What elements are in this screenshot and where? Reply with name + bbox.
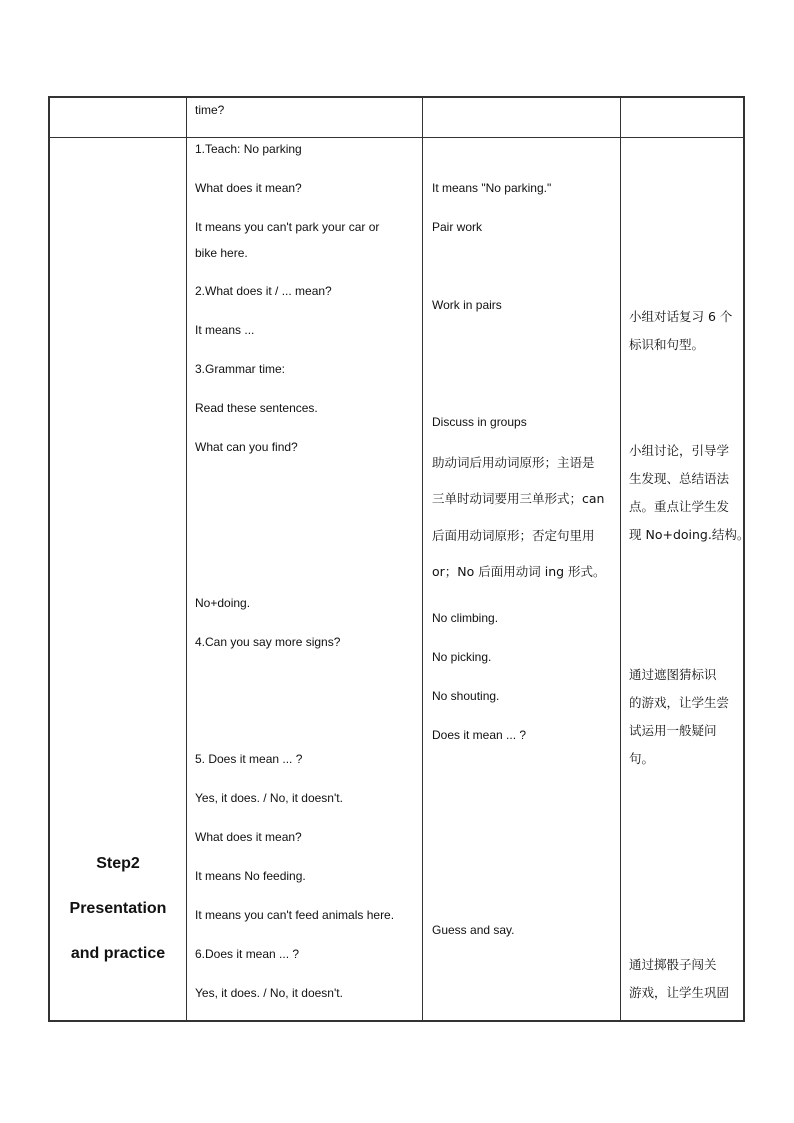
purpose-line: 试运用一般疑问 — [629, 723, 717, 738]
procedure-line: What can you find? — [195, 440, 298, 454]
step-title: Step2 — [96, 855, 140, 872]
purpose-line: 点。重点让学生发 — [629, 499, 730, 514]
procedure-line: 4.Can you say more signs? — [195, 635, 341, 649]
activity-line: No climbing. — [432, 611, 499, 625]
procedure-line: It means ... — [195, 323, 255, 337]
column-divider — [186, 98, 187, 1020]
activity-line: Discuss in groups — [432, 415, 527, 429]
procedure-line: Yes, it does. / No, it doesn't. — [195, 791, 343, 805]
step-subtitle-1: Presentation — [69, 900, 167, 917]
activity-line: 助动词后用动词原形；主语是 — [432, 455, 595, 470]
purpose-line: 生发现、总结语法 — [629, 471, 730, 486]
procedure-line: bike here. — [195, 246, 248, 260]
procedure-line: 6.Does it mean ... ? — [195, 947, 300, 961]
purpose-line: 现 No+doing.结构。 — [629, 527, 750, 542]
activity-line: Pair work — [432, 220, 483, 234]
row1-procedure-text: time? — [195, 103, 225, 117]
activity-line: 三单时动词要用三单形式；can — [432, 491, 605, 506]
activity-line: 后面用动词原形；否定句里用 — [432, 528, 595, 543]
purpose-line: 的游戏，让学生尝 — [629, 695, 730, 710]
activity-line: Work in pairs — [432, 298, 502, 312]
procedure-line: Yes, it does. / No, it doesn't. — [195, 986, 343, 1000]
activity-line: Does it mean ... ? — [432, 728, 527, 742]
procedure-line: 3.Grammar time: — [195, 362, 286, 376]
activity-line: Guess and say. — [432, 923, 515, 937]
purpose-line: 小组讨论，引导学 — [629, 443, 730, 458]
procedure-line: What does it mean? — [195, 181, 302, 195]
activity-line: or；No 后面用动词 ing 形式。 — [432, 564, 606, 579]
activity-line: No picking. — [432, 650, 492, 664]
procedure-line: 5. Does it mean ... ? — [195, 752, 303, 766]
purpose-line: 游戏，让学生巩固 — [629, 985, 730, 1000]
step-subtitle-2: and practice — [70, 945, 166, 962]
procedure-line: No+doing. — [195, 596, 251, 610]
procedure-line: It means you can't feed animals here. — [195, 908, 395, 922]
procedure-line: Read these sentences. — [195, 401, 318, 415]
procedure-line: What does it mean? — [195, 830, 302, 844]
column-divider — [620, 98, 621, 1020]
purpose-line: 通过掷骰子闯关 — [629, 957, 717, 972]
purpose-line: 通过遮图猜标识 — [629, 667, 717, 682]
procedure-line: It means No feeding. — [195, 869, 306, 883]
procedure-line: It means you can't park your car or — [195, 220, 380, 234]
procedure-line: 1.Teach: No parking — [195, 142, 302, 156]
purpose-line: 小组对话复习 6 个 — [629, 309, 733, 324]
purpose-line: 句。 — [629, 751, 655, 766]
column-divider — [422, 98, 423, 1020]
row-divider — [50, 137, 743, 138]
lesson-plan-table — [48, 96, 750, 1022]
activity-line: No shouting. — [432, 689, 500, 703]
procedure-line: 2.What does it / ... mean? — [195, 284, 332, 298]
purpose-line: 标识和句型。 — [629, 337, 705, 352]
activity-line: It means "No parking." — [432, 181, 552, 195]
